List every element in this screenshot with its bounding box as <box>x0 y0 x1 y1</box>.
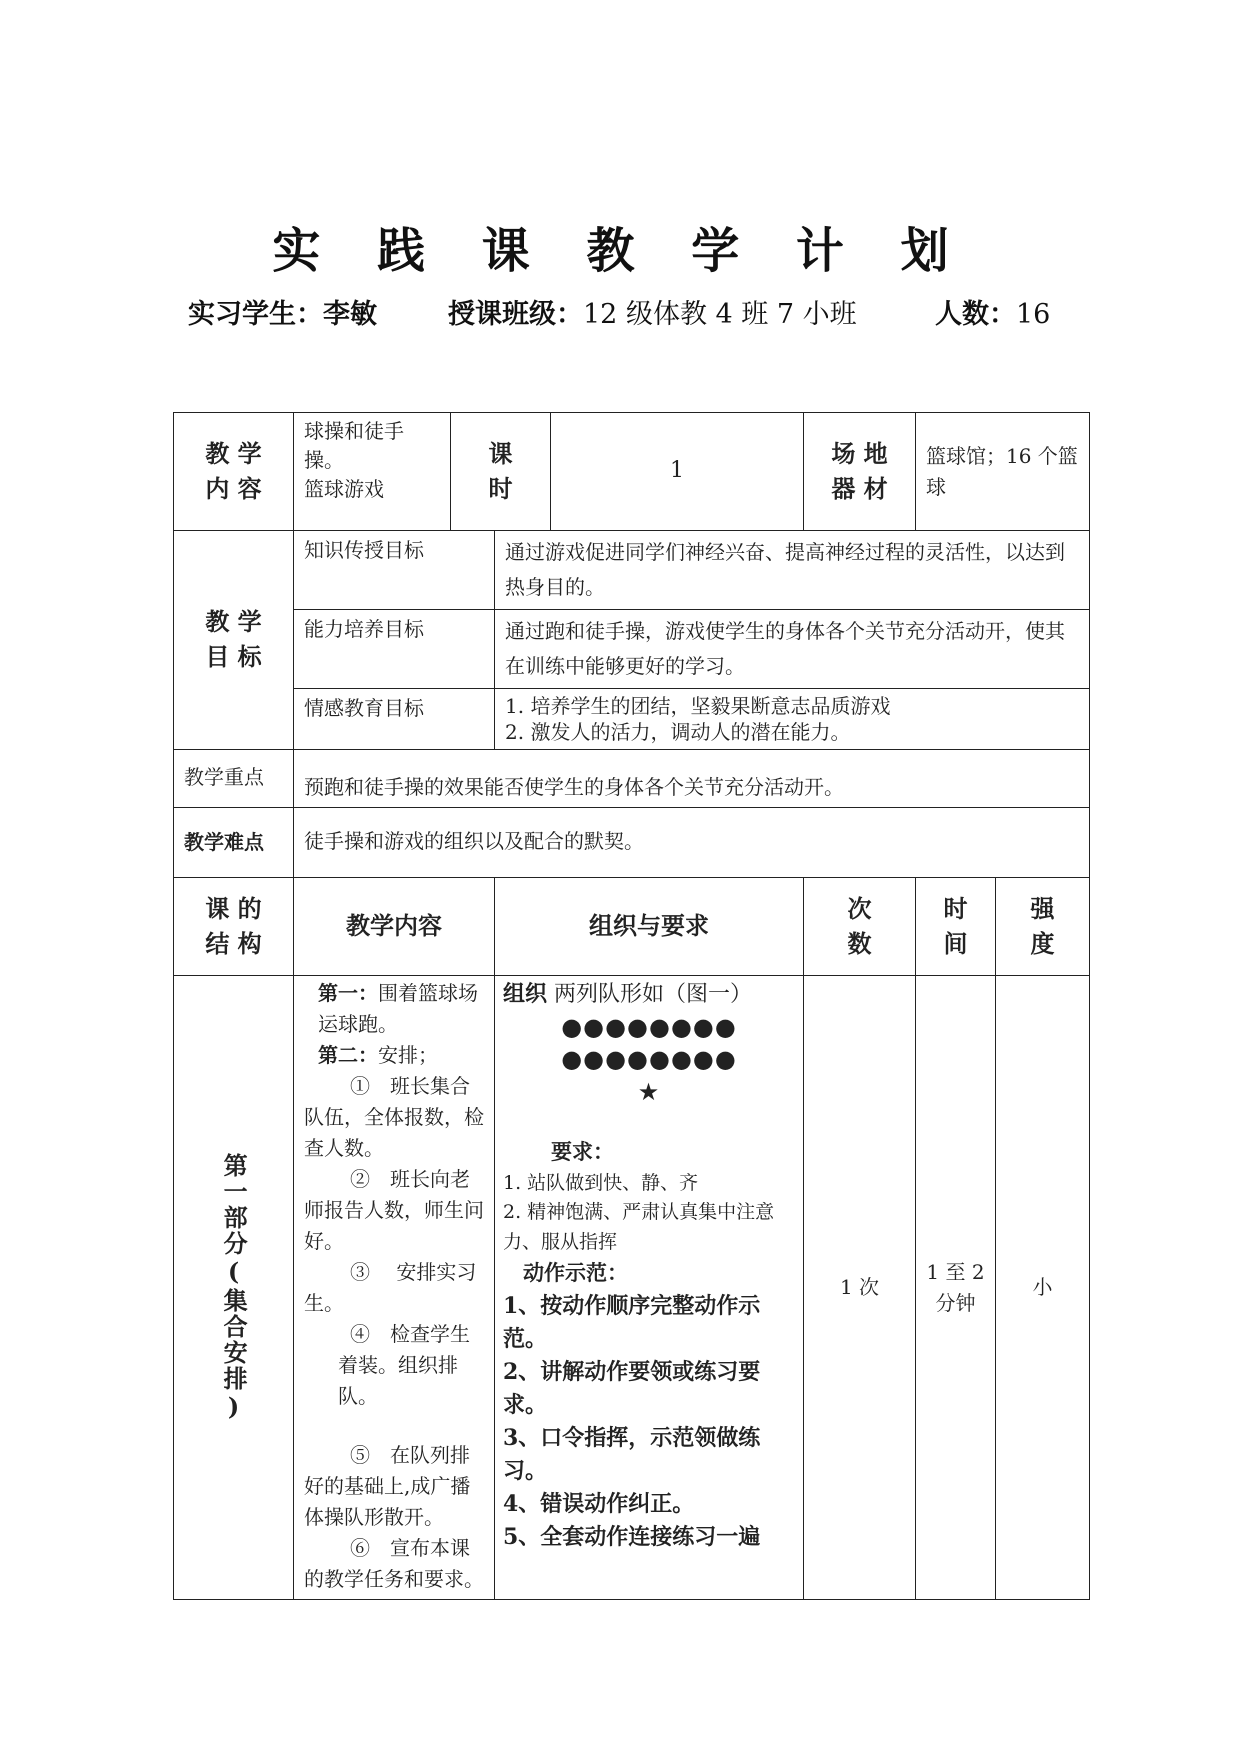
part1-intensity: 小 <box>996 976 1090 1600</box>
demo-title: 动作示范： <box>523 1260 628 1286</box>
goal-name-knowledge: 知识传授目标 <box>294 531 495 610</box>
difficulty-label: 教学难点 <box>174 808 294 878</box>
venue-label: 场 地 器 材 <box>804 413 916 531</box>
content-line: 第一：围着篮球场运球跑。 <box>318 981 478 1036</box>
content-line: ④ 检查学生着装。组织排队。 <box>338 1322 470 1408</box>
content-label: 教 学 内 容 <box>174 413 294 531</box>
period-label: 课 时 <box>451 413 551 531</box>
content-header: 教学内容 <box>294 878 495 976</box>
goal-text-ability: 通过跑和徒手操，游戏使学生的身体各个关节充分活动开，使其在训练中能够更好的学习。 <box>495 610 1090 689</box>
structure-header: 课 的 结 构 <box>174 878 294 976</box>
class-value: 12 级体教 4 班 7 小班 <box>583 299 857 330</box>
key-point-text: 预跑和徒手操的效果能否使学生的身体各个关节充分活动开。 <box>294 750 1090 808</box>
goals-label: 教 学 目 标 <box>174 531 294 750</box>
content-line: ① 班长集合队伍，全体报数，检查人数。 <box>304 1074 484 1160</box>
content-line: ⑤ 在队列排好的基础上,成广播体操队形散开。 <box>304 1443 471 1529</box>
venue-value: 篮球馆；16 个篮球 <box>916 413 1090 531</box>
key-point-label: 教学重点 <box>174 750 294 808</box>
demo-item: 1、按动作顺序完整动作示范。 <box>503 1292 761 1352</box>
difficulty-text: 徒手操和游戏的组织以及配合的默契。 <box>294 808 1090 878</box>
demo-item: 2、讲解动作要领或练习要求。 <box>503 1358 761 1418</box>
org-title: 组织 <box>503 981 548 1007</box>
teacher-star-icon: ★ <box>637 1077 661 1106</box>
org-text: 两列队形如（图一） <box>554 982 753 1007</box>
class-label: 授课班级： <box>448 299 583 330</box>
part1-times: 1 次 <box>804 976 916 1600</box>
goal-name-emotion: 情感教育目标 <box>294 689 495 750</box>
demo-item: 5、全套动作连接练习一遍 <box>503 1523 761 1550</box>
part1-content <box>294 976 495 1600</box>
part1-label: 第一部分(集合安排) <box>219 1152 249 1423</box>
content-line: ③ 安排实习生。 <box>304 1260 477 1315</box>
period-value: 1 <box>551 413 804 531</box>
intensity-header: 强 度 <box>996 878 1090 976</box>
org-header: 组织与要求 <box>495 878 804 976</box>
goal-text-emotion: 1. 培养学生的团结，坚毅果断意志品质游戏 2. 激发人的活力，调动人的潜在能力。 <box>495 689 1090 750</box>
req-item: 2. 精神饱满、严肃认真集中注意力、服从指挥 <box>503 1201 775 1253</box>
goal-name-ability: 能力培养目标 <box>294 610 495 689</box>
content-value: 球操和徒手操。 篮球游戏 <box>294 413 451 531</box>
part1-org <box>495 976 804 1600</box>
lesson-plan-table <box>173 412 1089 1591</box>
part1-label-cell <box>174 976 294 1600</box>
demo-item: 3、口令指挥，示范领做练习。 <box>503 1424 761 1484</box>
student-info <box>188 292 377 331</box>
formation-row-1: ●●●●●●●● <box>561 1013 737 1041</box>
content-line: ② 班长向老师报告人数，师生问好。 <box>304 1167 484 1253</box>
times-header: 次 数 <box>804 878 916 976</box>
count-value: 16 <box>1016 299 1051 330</box>
part1-time: 1 至 2 分钟 <box>916 976 996 1600</box>
req-title: 要求： <box>551 1139 614 1165</box>
class-info <box>448 292 857 331</box>
count-info <box>935 292 1050 331</box>
page-title: 实 践 课 教 学 计 划 <box>272 223 969 279</box>
content-line: 第二：安排； <box>318 1043 438 1067</box>
goal-text-knowledge: 通过游戏促进同学们神经兴奋、提高神经过程的灵活性，以达到热身目的。 <box>495 531 1090 610</box>
content-line: ⑥ 宣布本课的教学任务和要求。 <box>304 1536 484 1591</box>
count-label: 人数： <box>935 299 1016 330</box>
formation-row-2: ●●●●●●●● <box>561 1045 737 1074</box>
student-label: 实习学生： <box>188 299 323 330</box>
time-header: 时 间 <box>916 878 996 976</box>
student-name: 李敏 <box>323 299 377 330</box>
req-item: 1. 站队做到快、静、齐 <box>503 1171 699 1194</box>
demo-item: 4、错误动作纠正。 <box>503 1490 695 1517</box>
